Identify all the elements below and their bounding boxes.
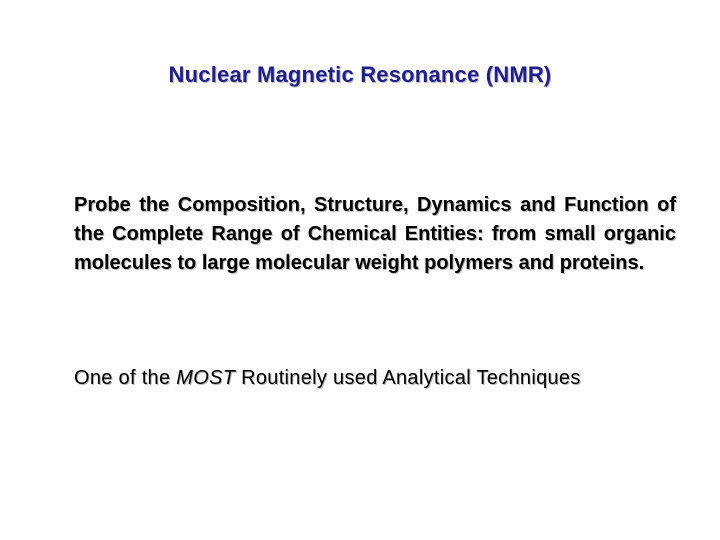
description-paragraph: Probe the Composition, Structure, Dynamics and Function of the Complete Range of Chemical Entities: from small organic molecules to large molecular weight polymers and proteins. (74, 194, 676, 274)
techniques-paragraph (74, 364, 676, 393)
techniques-text-end: Routinely used Analytical Techniques (235, 367, 581, 389)
slide-title: Nuclear Magnetic Resonance (NMR) (168, 62, 552, 87)
emphasis-most: MOST (176, 367, 236, 389)
techniques-text-start: One of the (74, 367, 177, 389)
